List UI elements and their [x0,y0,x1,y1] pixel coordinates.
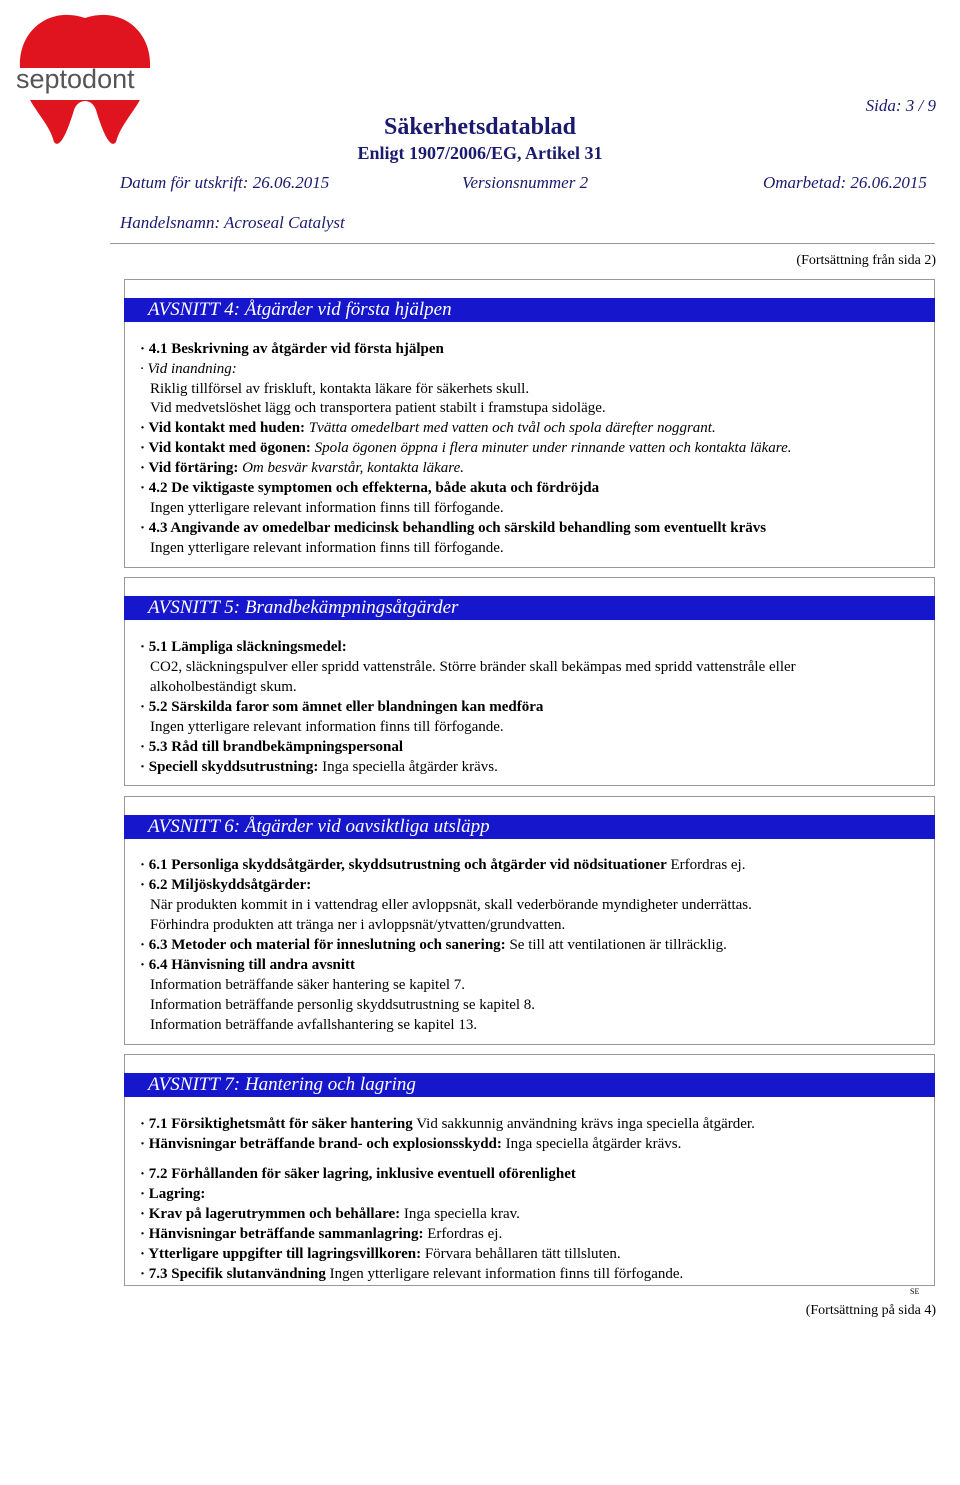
s7-line: · 7.1 Försiktighetsmått för säker hantering Vid sakkunnig användning krävs inga speciella åtgärder. [140,1116,755,1132]
revised-date: Omarbetad: 26.06.2015 [763,173,927,192]
s7-line: · Ytterligare uppgifter till lagringsvillkoren: Förvara behållaren tätt tillsluten. [140,1246,621,1262]
section-5-title: AVSNITT 5: Brandbekämpningsåtgärder [148,597,459,618]
s7-line: · Lagring: [140,1186,206,1202]
s6-line: När produkten kommit in i vattendrag eller avloppsnät, skall vederbörande myndigheter underrättas. [150,897,752,913]
s4-line: · Vid förtäring: Om besvär kvarstår, kontakta läkare. [140,460,464,476]
section-5-header [124,596,935,620]
s4-line: · Vid kontakt med huden: Tvätta omedelbart med vatten och tvål och spola därefter noggrant. [140,420,716,436]
s5-line: CO2, släckningspulver eller spridd vattenstråle. Större bränder skall bekämpas med spridd vattenstråle eller [150,659,796,675]
document-title: Säkerhetsdatablad [383,114,577,140]
s5-line: · 5.3 Råd till brandbekämpningspersonal [140,739,403,755]
s5-line: alkoholbeständigt skum. [150,679,297,695]
s7-line: · Krav på lagerutrymmen och behållare: Inga speciella krav. [140,1206,520,1222]
section-4-header [124,298,935,322]
section-7-title: AVSNITT 7: Hantering och lagring [148,1074,416,1095]
s7-line: · Hänvisningar beträffande brand- och explosionsskydd: Inga speciella åtgärder krävs. [140,1136,682,1152]
s4-line: · 4.1 Beskrivning av åtgärder vid första hjälpen [140,341,444,357]
header-divider [110,243,935,244]
trade-name: Handelsnamn: Acroseal Catalyst [120,213,345,232]
s6-line: · 6.2 Miljöskyddsåtgärder: [140,877,312,893]
continued-from: (Fortsättning från sida 2) [796,253,936,268]
s7-line: · Hänvisningar beträffande sammanlagring: Erfordras ej. [140,1226,503,1242]
s4-line: Ingen ytterligare relevant information finns till förfogande. [150,540,504,556]
language-code: SE [910,1287,920,1296]
s4-line: · Vid kontakt med ögonen: Spola ögonen öppna i flera minuter under rinnande vatten och kontakta läkare. [140,440,792,456]
logo-text: septodont [16,64,135,94]
s6-line: · 6.1 Personliga skyddsåtgärder, skyddsutrustning och åtgärder vid nödsituationer Erfordras ej. [140,857,746,873]
s6-line: · 6.4 Hänvisning till andra avsnitt [140,957,356,973]
s6-line: Förhindra produkten att tränga ner i avloppsnät/ytvatten/grundvatten. [150,917,566,933]
s7-line: · 7.3 Specifik slutanvändning Ingen ytterligare relevant information finns till förfogande. [140,1266,684,1282]
section-4-title: AVSNITT 4: Åtgärder vid första hjälpen [148,299,452,320]
s5-line: Ingen ytterligare relevant information finns till förfogande. [150,719,504,735]
s4-line: Ingen ytterligare relevant information finns till förfogande. [150,500,504,516]
s6-line: Information beträffande säker hantering se kapitel 7. [150,977,466,993]
section-6-header [124,815,935,839]
s4-line: · Vid inandning: [140,361,237,377]
s4-line: · 4.3 Angivande av omedelbar medicinsk behandling och särskild behandling som eventuellt krävs [140,520,767,536]
section-6-title: AVSNITT 6: Åtgärder vid oavsiktliga utsläpp [148,816,490,837]
s5-line: · 5.1 Lämpliga släckningsmedel: [140,639,347,655]
s4-line: · 4.2 De viktigaste symptomen och effekterna, både akuta och fördröjda [140,480,600,496]
s4-line: Riklig tillförsel av friskluft, kontakta läkare för säkerhets skull. [150,381,530,397]
s6-line: · 6.3 Metoder och material för inneslutning och sanering: Se till att ventilationen är tillräcklig. [140,937,727,953]
s6-line: Information beträffande avfallshantering se kapitel 13. [150,1017,478,1033]
s7-line: · 7.2 Förhållanden för säker lagring, inklusive eventuell oförenlighet [140,1166,576,1182]
s6-line: Information beträffande personlig skyddsutrustning se kapitel 8. [150,997,536,1013]
document-subtitle: Enligt 1907/2006/EG, Artikel 31 [357,143,603,163]
version-number: Versionsnummer 2 [462,173,589,192]
print-date: Datum för utskrift: 26.06.2015 [120,173,330,192]
page-number: Sida: 3 / 9 [865,96,936,115]
s5-line: · Speciell skyddsutrustning: Inga speciella åtgärder krävs. [140,759,498,775]
section-7-header [124,1073,935,1097]
continued-to: (Fortsättning på sida 4) [805,1303,936,1318]
s4-line: Vid medvetslöshet lägg och transportera patient stabilt i framstupa sidoläge. [150,400,606,416]
s5-line: · 5.2 Särskilda faror som ämnet eller blandningen kan medföra [140,699,544,715]
